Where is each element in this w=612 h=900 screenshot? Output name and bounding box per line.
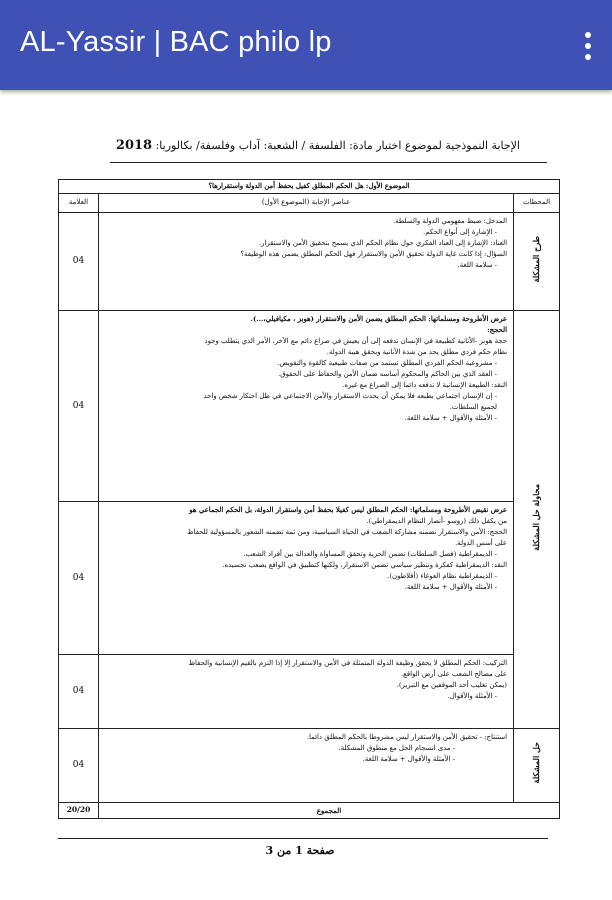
footer-divider bbox=[58, 838, 548, 839]
total-label: المجموع bbox=[99, 802, 560, 818]
more-vert-icon[interactable] bbox=[574, 26, 602, 66]
stage-cell bbox=[514, 728, 560, 802]
table-row bbox=[59, 728, 560, 802]
content-line: من يكفل ذلك (روسو -أنصار النظام الديمقراطي). bbox=[366, 516, 507, 525]
content-line: عرض نقيض الأطروحة ومسلماتها: الحكم المطلق ليس كفيلا بحفظ أمن واستقرار الدولة، بل الحكم الجماعي هو bbox=[189, 505, 507, 514]
content-line: - مدى انسجام الحل مع منطوق المشكلة. bbox=[338, 743, 455, 752]
content-cell bbox=[99, 728, 514, 802]
app-bar bbox=[0, 0, 612, 90]
grade-cell: 04 bbox=[59, 311, 99, 501]
content-line: المدخل: ضبط مفهومي الدولة والسلطة. bbox=[392, 216, 507, 225]
table-row bbox=[59, 655, 560, 729]
content-line: لجميع السلطات. bbox=[449, 403, 497, 412]
content-line: - سلامة اللغة. bbox=[457, 260, 497, 269]
stage-label: محاولة حل المشكلة bbox=[531, 484, 542, 551]
content-cell bbox=[99, 655, 514, 729]
content-cell bbox=[99, 311, 514, 501]
content-line: على أسس الدولة. bbox=[455, 538, 507, 547]
topic-title: الموضوع الأول: هل الحكم المطلق كفيل بحفظ أمن الدولة واستقرارها؟ bbox=[59, 180, 560, 194]
total-row bbox=[59, 802, 560, 818]
column-header-content: عناصر الإجابة (الموضوع الأول) bbox=[99, 194, 514, 212]
content-line: - الديمقراطية نظام الغوغاء (أفلاطون). bbox=[387, 571, 497, 580]
content-line: - مشروعية الحكم الفردي المطلق تستمد من صفات طبيعية كالقوة والتفويض. bbox=[277, 359, 497, 368]
content-line: استنتاج: - تحقيق الأمن والاستقرار ليس مشروطا بالحكم المطلق دائما. bbox=[306, 732, 507, 741]
column-header-grade: العلامة bbox=[59, 194, 99, 212]
content-line: - الأمثلة والأقوال. bbox=[447, 692, 497, 701]
content-line: نظام حكم فردي مطلق يحد من شدة الأنانية ويحقق هيبة الدولة. bbox=[326, 348, 507, 357]
stage-label: حل المشكلة bbox=[531, 742, 542, 784]
total-value: 20/20 bbox=[59, 802, 99, 818]
app-title: AL-Yassir | BAC philo lp bbox=[20, 26, 332, 58]
document-header bbox=[50, 138, 520, 153]
column-header-stage: المحطات bbox=[514, 194, 560, 212]
grade-cell: 04 bbox=[59, 501, 99, 655]
table-row bbox=[59, 501, 560, 655]
content-line: - إن الإنسان اجتماعي بطبعه فلا يمكن أن يحدث الاستقرار والأمن الاجتماعي في ظل احتكار شخص واحد bbox=[203, 392, 497, 401]
content-line: العناد: الإشارة إلى العناد الفكري حول نظام الحكم الذي يسمح بتحقيق الأمن والاستقرار. bbox=[258, 238, 507, 247]
content-cell bbox=[99, 212, 514, 310]
content-line: - الأمثلة والأقوال + سلامة اللغة. bbox=[404, 582, 497, 591]
table-row bbox=[59, 212, 560, 310]
grade-cell: 04 bbox=[59, 655, 99, 729]
content-line: السؤال: إذا كانت غاية الدولة تحقيق الأمن والاستقرار فهل الحكم المطلق يضمن هذه الوظيفة؟ bbox=[240, 249, 507, 258]
content-line: الحجج: الأمن والاستقرار تضمنه مشاركة الشعب في الحياة السياسية، ومن ثمة تضمنه الشعور بالمسؤولية للحفاظ bbox=[187, 527, 507, 536]
header-title: الإجابة النموذجية لموضوع اختبار مادة: الفلسفة / الشعبة: آداب وفلسفة/ بكالوريا: bbox=[155, 139, 520, 152]
header-year: 2018 bbox=[115, 138, 153, 153]
content-line: التركيب: الحكم المطلق لا يحقق وظيفة الدولة المتمثلة في الأمن والاستقرار إلا إذا التزم بالقيم الإنسانية والحفاظ bbox=[188, 659, 507, 668]
content-line: - الأمثلة والأقوال + سلامة اللغة. bbox=[404, 414, 497, 423]
grade-cell: 04 bbox=[59, 212, 99, 310]
header-divider bbox=[110, 162, 547, 163]
content-line: - الأمثلة والأقوال + سلامة اللغة. bbox=[362, 754, 455, 763]
page-number: صفحة 1 من 3 bbox=[265, 844, 335, 857]
content-cell bbox=[99, 501, 514, 655]
grade-cell: 04 bbox=[59, 728, 99, 802]
content-line: - الديمقراطية (فصل السلطات) تضمن الحرية وتحقق المساواة والعدالة بين أفراد الشعب. bbox=[243, 549, 497, 558]
content-line: النقد: الديمقراطية كفكرة وتنظير سياسي تضمن الاستقرار، ولكنها كتطبيق في الواقع يصعب تجسيده. bbox=[222, 560, 507, 569]
content-line: على مصالح الشعب على أرض الواقع. bbox=[400, 670, 507, 679]
content-line: حجة هوبز -الأنانية كطبيعة في الإنسان تدفعه إلى أن يعيش في صراع دائم مع الآخر، الأمر الذي يتطلب وجود bbox=[204, 337, 507, 346]
document-page[interactable] bbox=[0, 90, 612, 900]
content-line: النقد: الطبيعة الإنسانية لا تدفعه دائما إلى الصراع مع غيره. bbox=[342, 381, 507, 390]
content-line: - العقد الذي بين الحاكم والمحكوم أساسه ضمان الأمن والحفاظ على الحقوق. bbox=[278, 370, 497, 379]
stage-cell bbox=[514, 212, 560, 310]
content-line: عرض الأطروحة ومسلماتها: الحكم المطلق يضمن الأمن والاستقرار (هوبز ، مكيافيلي،...). bbox=[250, 315, 507, 324]
answer-table bbox=[58, 179, 560, 819]
content-line: - الإشارة إلى أنواع الحكم. bbox=[423, 227, 497, 236]
stage-cell bbox=[514, 311, 560, 729]
stage-label: طرح المشكلة bbox=[531, 236, 542, 283]
content-line: (يمكن تغليب أحد الموقفين مع التبرير). bbox=[396, 681, 507, 690]
table-row bbox=[59, 311, 560, 501]
content-line: الحجج: bbox=[487, 326, 507, 335]
